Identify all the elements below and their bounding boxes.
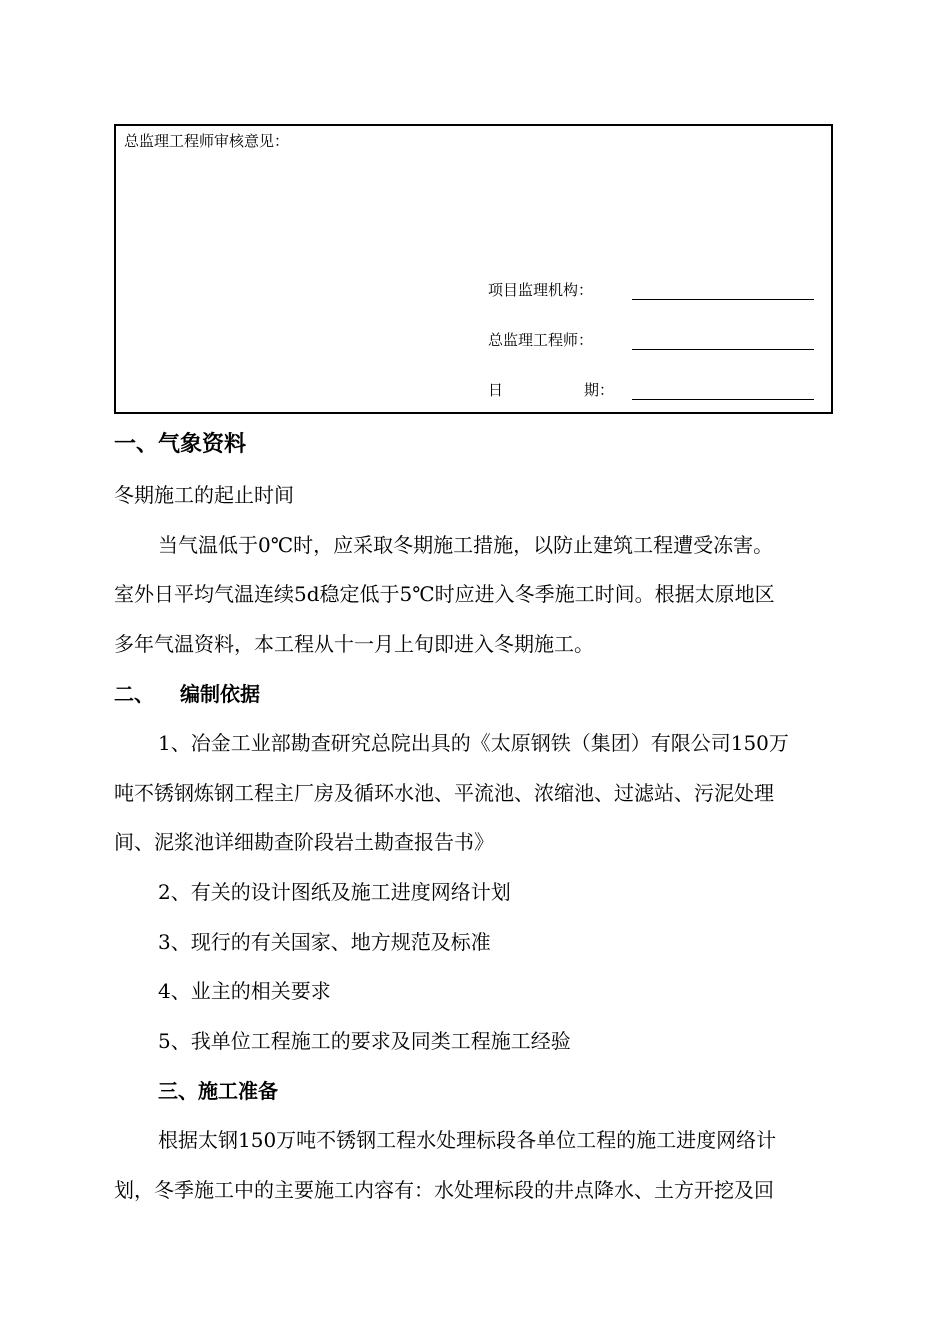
section2-line-6: 4、业主的相关要求 bbox=[158, 979, 331, 1003]
section2-line-5: 3、现行的有关国家、地方规范及标准 bbox=[158, 930, 491, 954]
section2-line-3: 间、泥浆池详细勘查阶段岩土勘查报告书》 bbox=[114, 830, 494, 854]
review-box bbox=[114, 124, 833, 414]
org-label: 项目监理机构： bbox=[488, 281, 594, 299]
engineer-signature-line bbox=[632, 349, 814, 350]
section2-line-4: 2、有关的设计图纸及施工进度网络计划 bbox=[158, 880, 511, 904]
sign-row-date bbox=[488, 380, 818, 404]
section2-number: 二、 bbox=[114, 682, 154, 706]
section3-heading: 三、施工准备 bbox=[158, 1079, 278, 1103]
section2-line-2: 吨不锈钢炼钢工程主厂房及循环水池、平流池、浓缩池、过滤站、污泥处理 bbox=[114, 781, 774, 805]
date-signature-line bbox=[632, 399, 814, 400]
sign-row-org bbox=[488, 280, 818, 304]
section1-subtitle: 冬期施工的起止时间 bbox=[114, 483, 294, 507]
section2-title: 编制依据 bbox=[180, 682, 260, 706]
section2-line-7: 5、我单位工程施工的要求及同类工程施工经验 bbox=[158, 1029, 571, 1053]
section1-line-1: 当气温低于0℃时，应采取冬期施工措施，以防止建筑工程遭受冻害。 bbox=[158, 533, 774, 557]
section1-line-2: 室外日平均气温连续5d稳定低于5℃时应进入冬季施工时间。根据太原地区 bbox=[114, 582, 775, 606]
section3-line-1: 根据太钢150万吨不锈钢工程水处理标段各单位工程的施工进度网络计 bbox=[158, 1128, 777, 1152]
date-label-char-1: 日 bbox=[488, 381, 504, 399]
sign-row-engineer bbox=[488, 330, 818, 354]
org-signature-line bbox=[632, 299, 814, 300]
engineer-label: 总监理工程师： bbox=[488, 331, 594, 349]
section1-line-3: 多年气温资料，本工程从十一月上旬即进入冬期施工。 bbox=[114, 632, 594, 656]
review-label: 总监理工程师审核意见： bbox=[124, 132, 290, 150]
section3-line-2: 划，冬季施工中的主要施工内容有：水处理标段的井点降水、土方开挖及回 bbox=[114, 1178, 774, 1202]
date-label-char-2: 期： bbox=[584, 381, 615, 399]
section1-heading: 一、气象资料 bbox=[114, 431, 247, 457]
section2-line-1: 1、冶金工业部勘查研究总院出具的《太原钢铁（集团）有限公司150万 bbox=[158, 731, 789, 755]
